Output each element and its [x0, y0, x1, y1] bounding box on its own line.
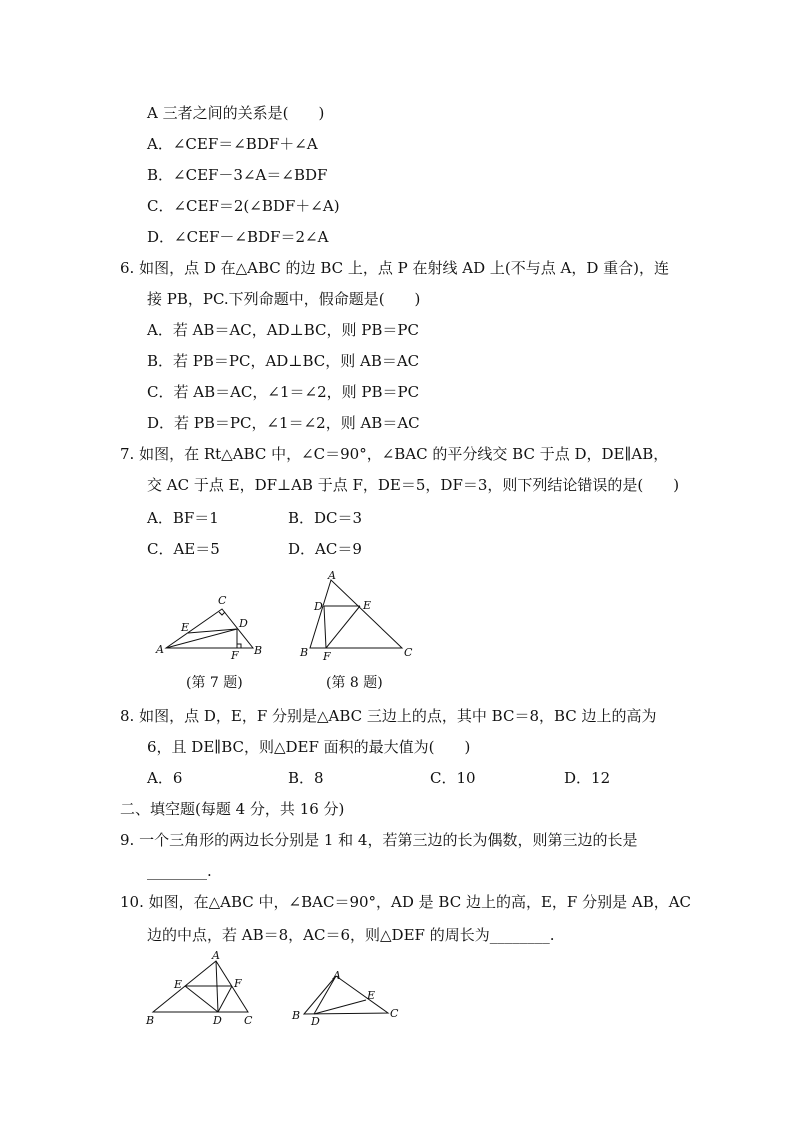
q7-option-c: C．AE＝5 [147, 540, 220, 558]
q6-option-c: C．若 AB＝AC，∠1＝∠2，则 PB＝PC [147, 383, 420, 401]
fig8-label-a: A [328, 569, 336, 582]
fig11-label-e: E [367, 989, 376, 1002]
q6-option-a: A．若 AB＝AC，AD⊥BC，则 PB＝PC [147, 321, 419, 339]
q9-stem: 9. 一个三角形的两边长分别是 1 和 4，若第三边的长为偶数，则第三边的长是 [120, 831, 638, 849]
q6-stem-line-2: 接 PB，PC.下列命题中，假命题是( ) [147, 290, 421, 308]
figure-q8 [296, 568, 416, 664]
q8-option-c: C．10 [430, 769, 476, 787]
fig10-label-e: E [174, 978, 183, 991]
fig11-label-b: B [292, 1009, 301, 1022]
q8-option-a: A．6 [147, 769, 183, 787]
q8-option-b: B．8 [288, 769, 324, 787]
q5-option-c: C．∠CEF＝2(∠BDF＋∠A) [147, 197, 340, 215]
fig10-segment-fd [218, 986, 232, 1012]
section-2-title: 二、填空题(每题 4 分，共 16 分) [120, 800, 345, 818]
q7-option-d: D．AC＝9 [288, 540, 362, 558]
fig8-label-b: B [300, 646, 309, 659]
figure-q7 [150, 592, 270, 664]
q8-stem-line-1: 8. 如图，点 D，E，F 分别是△ABC 三边上的点，其中 BC＝8，BC 边上的高为 [120, 707, 657, 725]
fig11-segment-de [314, 1000, 366, 1014]
fig8-label-e: E [363, 599, 372, 612]
fig11-label-c: C [390, 1007, 399, 1020]
figure-q11 [288, 966, 408, 1030]
q7-option-a: A．BF＝1 [147, 509, 219, 527]
q6-option-b: B．若 PB＝PC，AD⊥BC，则 AB＝AC [147, 352, 420, 370]
fig7-right-angle-f [237, 644, 241, 648]
fig10-label-d: D [213, 1014, 222, 1027]
q5-option-b: B．∠CEF－3∠A＝∠BDF [147, 166, 328, 184]
figure-q8-caption: (第 8 题) [326, 675, 383, 691]
q7-option-b: B．DC＝3 [288, 509, 363, 527]
q7-stem-line-1: 7. 如图，在 Rt△ABC 中，∠C＝90°，∠BAC 的平分线交 BC 于点 D，DE∥AB， [120, 445, 669, 463]
fig8-triangle-abc [310, 580, 402, 648]
q6-stem-line-1: 6. 如图，点 D 在△ABC 的边 BC 上，点 P 在射线 AD 上(不与点 A，D 重合)，连 [120, 259, 669, 277]
fig10-segment-ed [185, 986, 218, 1012]
q10-stem-line-1: 10. 如图，在△ABC 中，∠BAC＝90°，AD 是 BC 边上的高，E，F 分别是 AB，AC [120, 893, 692, 911]
fig8-segment-df [324, 606, 326, 648]
fig11-label-d: D [311, 1015, 320, 1028]
q9-answer-blank: ________. [147, 862, 212, 880]
fig8-label-f: F [323, 650, 331, 663]
q8-stem-line-2: 6，且 DE∥BC，则△DEF 面积的最大值为( ) [147, 738, 471, 756]
q5-stem-tail: A 三者之间的关系是( ) [147, 104, 325, 122]
fig7-label-e: E [181, 621, 190, 634]
fig7-label-c: C [218, 594, 227, 607]
fig7-right-angle-c [219, 612, 225, 615]
fig10-label-a: A [212, 950, 220, 962]
fig7-label-a: A [156, 643, 164, 656]
fig7-label-b: B [254, 644, 263, 657]
q10-stem-line-2: 边的中点，若 AB＝8，AC＝6，则△DEF 的周长为________. [147, 926, 555, 944]
fig8-segment-ef [326, 606, 360, 648]
fig11-triangle-abc [304, 976, 388, 1014]
figure-q10 [142, 950, 262, 1030]
fig7-label-f: F [231, 649, 239, 662]
fig11-label-a: A [333, 969, 341, 982]
q5-option-a: A．∠CEF＝∠BDF＋∠A [147, 135, 318, 153]
q8-option-d: D．12 [564, 769, 611, 787]
fig10-label-f: F [234, 977, 242, 990]
fig10-label-c: C [244, 1014, 253, 1027]
q5-option-d: D．∠CEF－∠BDF＝2∠A [147, 228, 329, 246]
fig10-label-b: B [146, 1014, 155, 1027]
fig8-label-d: D [314, 600, 323, 613]
q7-stem-line-2: 交 AC 于点 E，DF⊥AB 于点 F，DE＝5，DF＝3，则下列结论错误的是( ) [147, 476, 680, 494]
fig7-label-d: D [239, 617, 248, 630]
fig8-label-c: C [404, 646, 413, 659]
figure-q7-caption: (第 7 题) [186, 675, 243, 691]
q6-option-d: D．若 PB＝PC，∠1＝∠2，则 AB＝AC [147, 414, 420, 432]
